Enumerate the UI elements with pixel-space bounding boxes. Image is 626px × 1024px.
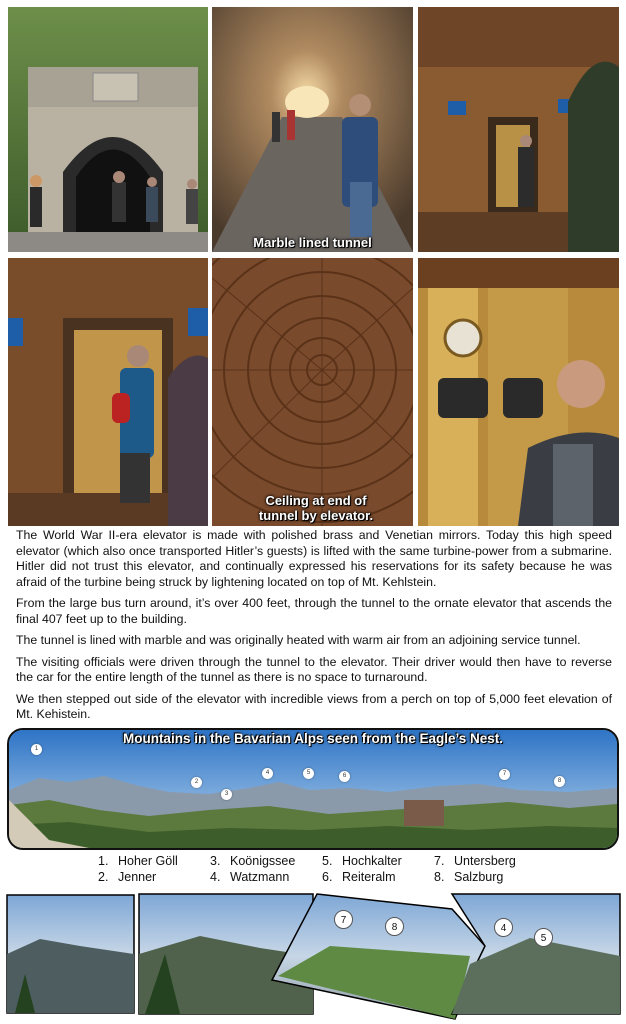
- photo-caption: Marble lined tunnel: [253, 235, 372, 250]
- mountain-marker: 3: [221, 789, 232, 800]
- legend-item: 7. Untersberg: [434, 854, 516, 868]
- photo-callout: 8: [385, 917, 404, 936]
- legend-item: 3. Koönigssee: [210, 854, 296, 868]
- mountain-marker: 8: [554, 776, 565, 787]
- photo-tunnel-entrance: [8, 7, 208, 252]
- legend-item: 6. Reiteralm: [322, 870, 396, 884]
- panorama-title: Mountains in the Bavarian Alps seen from the Eagle’s Nest.: [122, 731, 504, 746]
- photo-callout: 4: [494, 918, 513, 937]
- mountain-marker: 5: [303, 768, 314, 779]
- photo-elevator-door: [8, 258, 208, 526]
- legend-item: 8. Salzburg: [434, 870, 504, 884]
- photo-callout: 5: [534, 928, 553, 947]
- photo-ceiling: [212, 258, 413, 526]
- paragraph: The World War II-era elevator is made with polished brass and Venetian mirrors. Today this high speed elevator (which also once transported Hitler’s guests) is lifted with the same turbine-power from a submarine. Hitler did not trust this elevator, and continually expressed his reservations for its safety because he was afraid of the turbine being struck by lightening located on top of Mt. Kehlstein.: [16, 528, 612, 589]
- legend-item: 2. Jenner: [98, 870, 157, 884]
- mountain-marker: 6: [339, 771, 350, 782]
- paragraph: The visiting officials were driven through the tunnel to the elevator. Their driver would then have to reverse the car for the entire length of the tunnel as there is no space to turnaround.: [16, 654, 612, 684]
- photo-panel-1: [7, 895, 134, 1013]
- photo-marble-tunnel: [212, 7, 413, 252]
- bottom-photo-panels: [0, 884, 626, 1024]
- mountain-marker: 7: [499, 769, 510, 780]
- paragraph: We then stepped out side of the elevator with incredible views from a perch on top of 5,000 feet elevation of Mt. Kehistein.: [16, 691, 612, 721]
- mountain-marker: 4: [262, 768, 273, 779]
- article-body: [16, 528, 612, 729]
- photo-elevator-hall: [418, 7, 619, 252]
- legend-item: 5. Hochkalter: [322, 854, 402, 868]
- mountain-marker: 1: [31, 744, 42, 755]
- mountain-marker: 2: [191, 777, 202, 788]
- legend-item: 1. Hoher Göll: [98, 854, 178, 868]
- paragraph: From the large bus turn around, it’s over 400 feet, through the tunnel to the ornate elevator that ascends the final 407 feet up to the building.: [16, 596, 612, 626]
- paragraph: The tunnel is lined with marble and was originally heated with warm air from an adjoining service tunnel.: [16, 633, 581, 647]
- panorama-banner: [7, 728, 619, 850]
- photo-callout: 7: [334, 910, 353, 929]
- legend-item: 4. Watzmann: [210, 870, 290, 884]
- photo-brass-elevator: [418, 258, 619, 526]
- photo-caption: Ceiling at end of tunnel by elevator.: [258, 493, 374, 523]
